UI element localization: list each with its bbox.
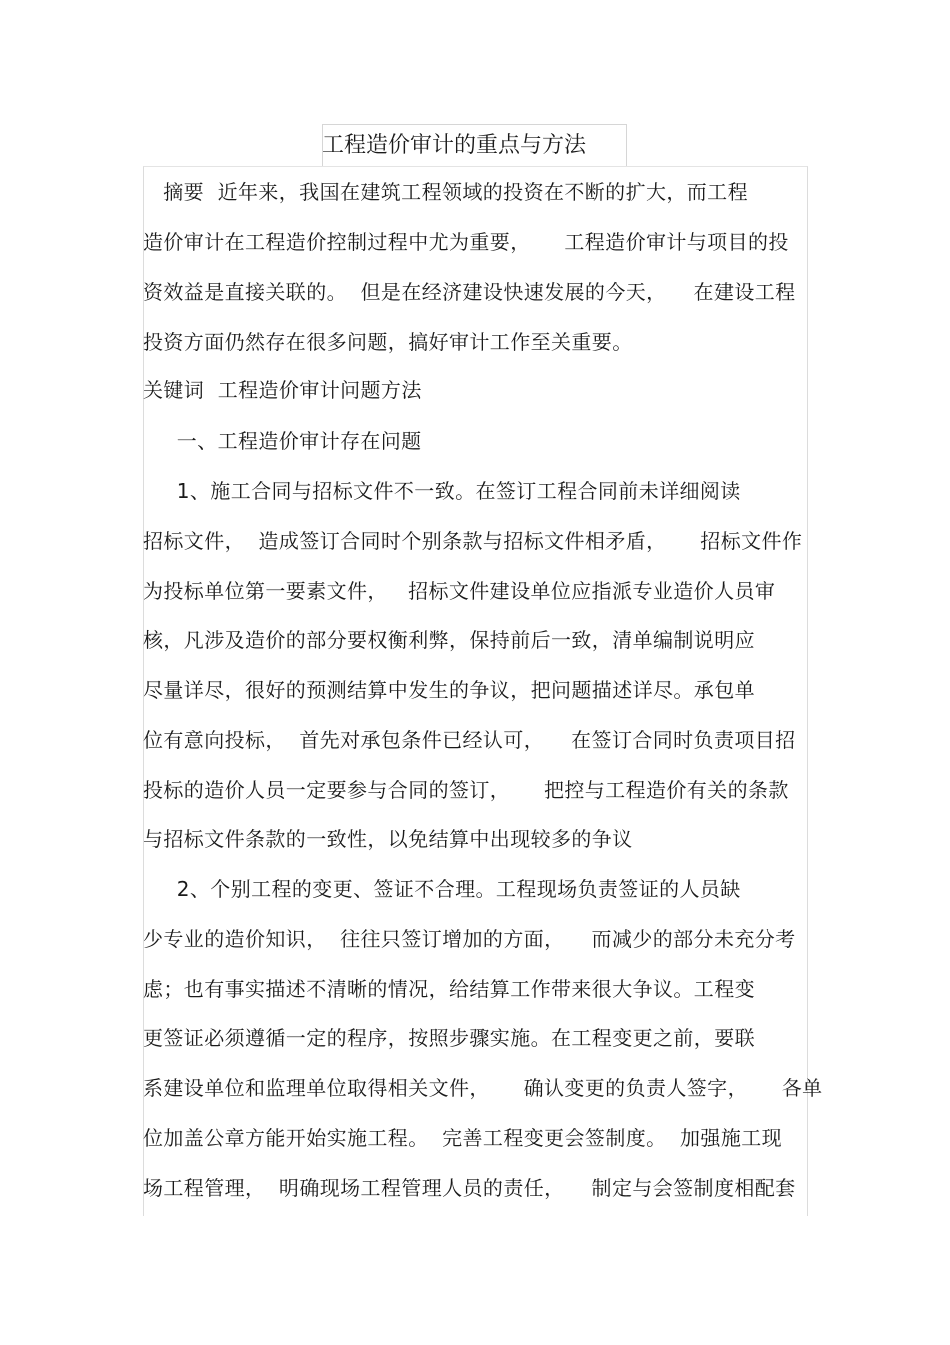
paragraph-line: 2、个别工程的变更、签证不合理。工程现场负责签证的人员缺 [143,877,741,901]
paragraph-line: 与招标文件条款的一致性，以免结算中出现较多的争议 [143,827,633,851]
paragraph-line: 招标文件， 造成签订合同时个别条款与招标文件相矛盾， 招标文件作 [143,529,803,553]
paragraph-line: 系建设单位和监理单位取得相关文件， 确认变更的负责人签字， 各单 [143,1076,823,1100]
section-heading: 一、工程造价审计存在问题 [143,429,422,453]
paragraph-line: 场工程管理， 明确现场工程管理人员的责任， 制定与会签制度相配套 [143,1176,796,1200]
paragraph-line: 更签证必须遵循一定的程序，按照步骤实施。在工程变更之前，要联 [143,1026,755,1050]
paragraph-line: 投资方面仍然存在很多问题，搞好审计工作至关重要。 [143,330,633,354]
keywords-line: 关键词 工程造价审计问题方法 [143,378,422,402]
paragraph-line: 核，凡涉及造价的部分要权衡利弊，保持前后一致，清单编制说明应 [143,628,755,652]
paragraph-line: 造价审计在工程造价控制过程中尤为重要， 工程造价审计与项目的投 [143,230,789,254]
paragraph-line: 位加盖公章方能开始实施工程。 完善工程变更会签制度。 加强施工现 [143,1126,783,1150]
paragraph-line: 少专业的造价知识， 往往只签订增加的方面， 而减少的部分未充分考 [143,927,796,951]
document-title: 工程造价审计的重点与方法 [322,133,587,158]
paragraph-line: 为投标单位第一要素文件， 招标文件建设单位应指派专业造价人员审 [143,579,776,603]
paragraph-line: 1、施工合同与招标文件不一致。在签订工程合同前未详细阅读 [143,479,741,503]
paragraph-line: 位有意向投标， 首先对承包条件已经认可， 在签订合同时负责项目招 [143,728,796,752]
paragraph-line: 资效益是直接关联的。 但是在经济建设快速发展的今天， 在建设工程 [143,280,796,304]
paragraph-line: 虑；也有事实描述不清晰的情况，给结算工作带来很大争议。工程变 [143,977,755,1001]
paragraph-line: 尽量详尽，很好的预测结算中发生的争议，把问题描述详尽。承包单 [143,678,755,702]
paragraph-line: 投标的造价人员一定要参与合同的签订， 把控与工程造价有关的条款 [143,778,789,802]
paragraph-line: 摘要 近年来，我国在建筑工程领域的投资在不断的扩大，而工程 [143,180,748,204]
